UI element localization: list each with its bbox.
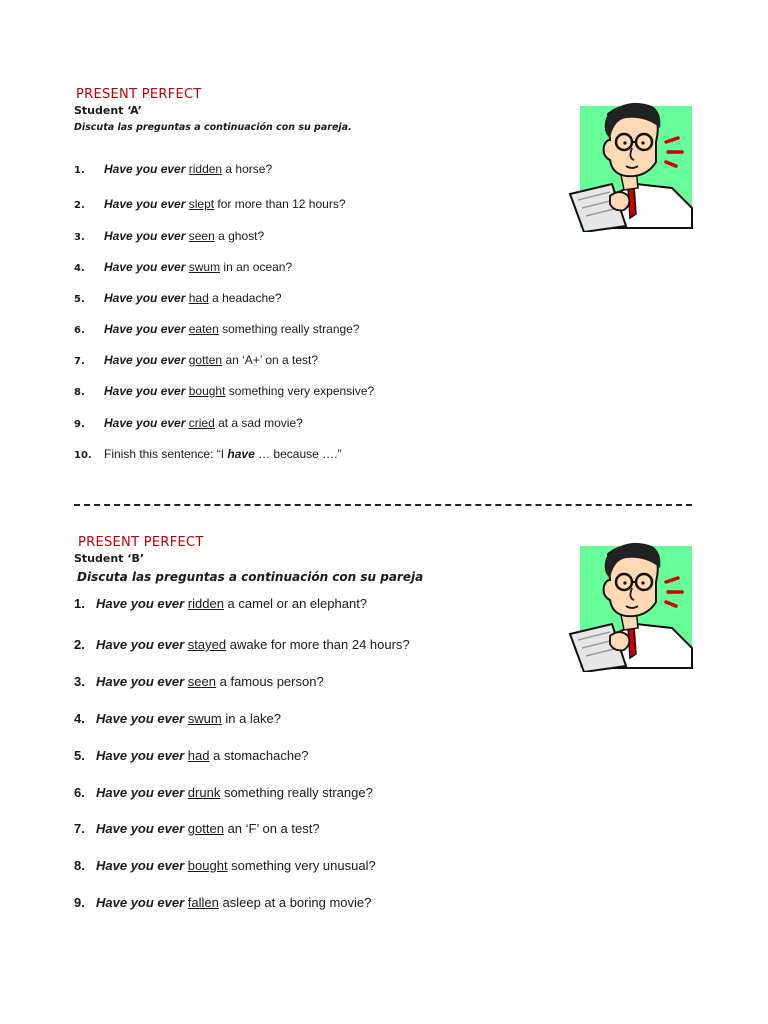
question-item: 1. Have you ever ridden a camel or an elephant?	[74, 596, 368, 611]
section-divider	[74, 504, 692, 506]
question-item: 2. Have you ever stayed awake for more than 24 hours?	[74, 637, 410, 652]
question-item: 3. Have you ever seen a famous person?	[74, 674, 324, 689]
instruction-text: Discuta las preguntas a continuación con su pareja	[77, 570, 424, 584]
question-item: 6. Have you ever drunk something really strange?	[74, 785, 373, 800]
student-label: Student ‘A’	[74, 104, 142, 117]
question-item: 2. Have you ever slept for more than 12 hours?	[74, 197, 346, 211]
question-item: 1. Have you ever ridden a horse?	[74, 162, 273, 176]
question-item: 8. Have you ever bought something very unusual?	[74, 858, 376, 873]
question-item: 3. Have you ever seen a ghost?	[74, 229, 265, 243]
student-label: Student ‘B’	[74, 552, 145, 565]
instruction-text: Discuta las preguntas a continuación con su pareja.	[74, 122, 352, 133]
question-item: 9. Have you ever fallen asleep at a boring movie?	[74, 895, 372, 910]
man-reading-clipboard-icon	[566, 92, 694, 232]
question-item: 4. Have you ever swum in an ocean?	[74, 260, 293, 274]
question-item: 9. Have you ever cried at a sad movie?	[74, 416, 303, 430]
question-item: 5. Have you ever had a headache?	[74, 291, 282, 305]
question-item: 4. Have you ever swum in a lake?	[74, 711, 282, 726]
question-item: 5. Have you ever had a stomachache?	[74, 748, 309, 763]
question-item: 7. Have you ever gotten an ‘A+’ on a test?	[74, 353, 319, 367]
worksheet-title: PRESENT PERFECT	[76, 87, 202, 102]
worksheet-title: PRESENT PERFECT	[78, 535, 204, 550]
question-item: 8. Have you ever bought something very expensive?	[74, 384, 375, 398]
question-item: 6. Have you ever eaten something really strange?	[74, 322, 360, 336]
question-item-final: 10. Finish this sentence: “I have … because ….”	[74, 447, 342, 461]
man-reading-clipboard-icon	[566, 532, 694, 672]
question-item: 7. Have you ever gotten an ‘F’ on a test?	[74, 821, 320, 836]
